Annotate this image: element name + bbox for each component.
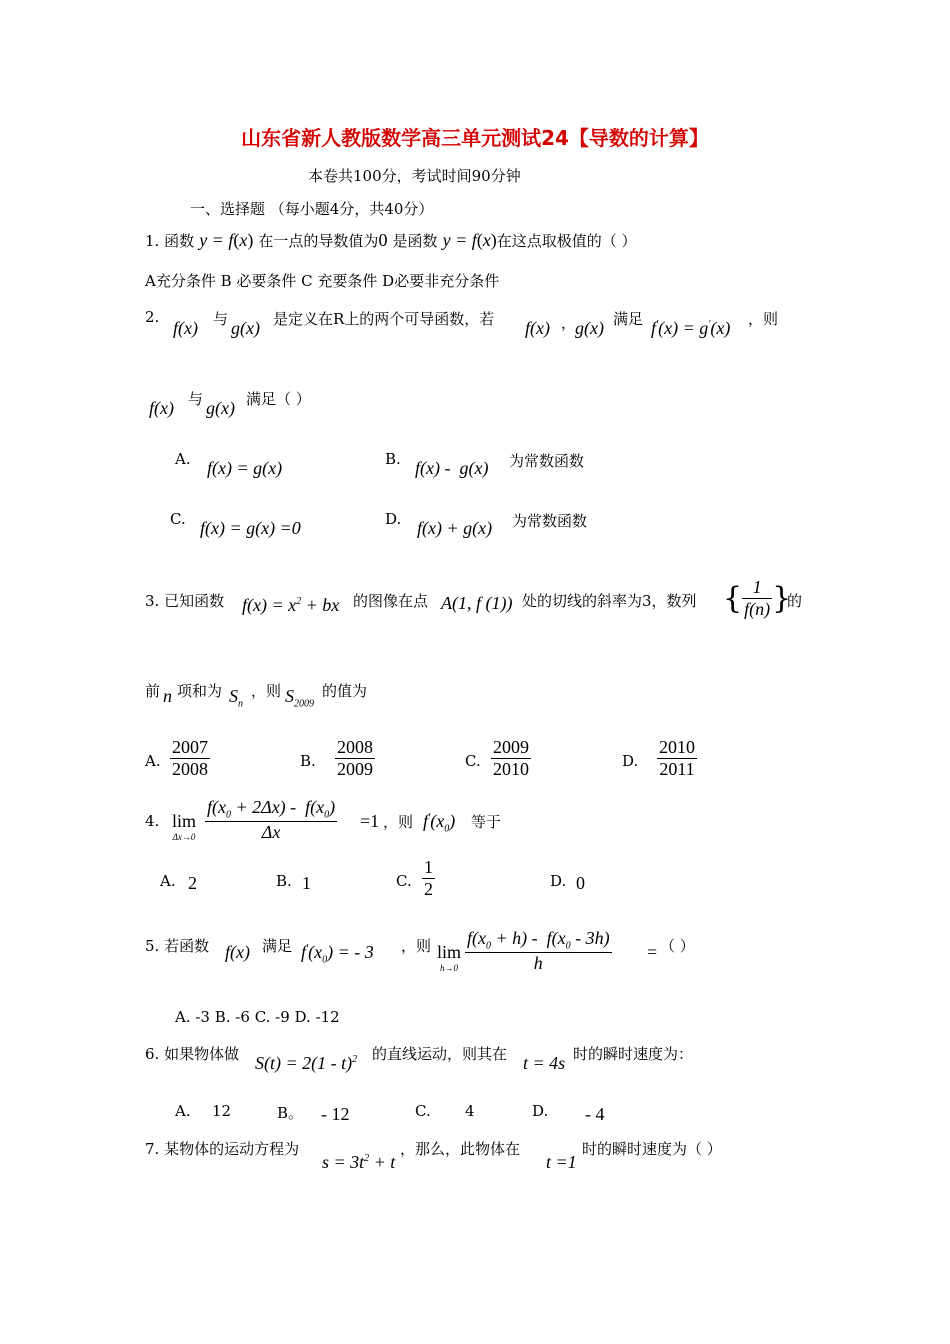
question-5 xyxy=(145,928,905,983)
q3-line2 xyxy=(145,680,545,716)
math-expr: g(x) xyxy=(206,398,235,418)
option-value: 12 xyxy=(212,1102,232,1120)
q2-text: ， xyxy=(561,314,577,332)
option-fraction: $\frac{2008}{2009}$ xyxy=(337,737,373,779)
q3-text: 处的切线的斜率为3，数列 xyxy=(522,592,697,610)
q3-text: 的 xyxy=(787,592,803,610)
option-value: 4 xyxy=(465,1102,475,1120)
math-expr: f(x) = g(x) xyxy=(207,458,283,478)
q2-option-row-1 xyxy=(175,450,675,490)
q5-text: 5. 若函数 xyxy=(145,937,210,955)
q3-options xyxy=(145,737,745,787)
option-label: B。 xyxy=(277,1104,304,1122)
q1-text: 1. 函数 xyxy=(145,232,195,250)
q2-text: 是定义在R上的两个可导函数，若 xyxy=(273,310,495,328)
math-fraction: $\frac{f(x_0 + 2\Delta x) - f(x_0)}{\Delta x}$ xyxy=(207,797,336,842)
option-label: A. xyxy=(160,872,176,890)
q7-text: 时的瞬时速度为（ ） xyxy=(582,1140,722,1158)
option-value: 1 xyxy=(302,873,311,893)
q2-text: 满足 xyxy=(613,310,644,328)
q5-options: A. -3 B. -6 C. -9 D. -12 xyxy=(175,1008,340,1026)
math-sequence: { $\frac{1}{f(n)}$ } xyxy=(723,577,792,619)
q5-text: ，则 xyxy=(401,937,432,955)
q7-text: ，那么，此物体在 xyxy=(400,1140,521,1158)
math-expr: S(t) = 2(1 - t)$^2$ xyxy=(255,1053,358,1073)
math-expr: n xyxy=(163,686,172,706)
q7-text: 7. 某物体的运动方程为 xyxy=(145,1140,300,1158)
option-label: D. xyxy=(385,510,402,528)
q3-text: 的值为 xyxy=(322,682,368,700)
q1-options: A充分条件 B 必要条件 C 充要条件 D必要非充分条件 xyxy=(145,272,500,290)
q4-text: ，则 xyxy=(383,813,414,831)
math-expr: A(1, f (1)) xyxy=(441,593,513,613)
q6-text: 6. 如果物体做 xyxy=(145,1045,240,1063)
q4-number: 4. xyxy=(145,812,160,830)
math-expr: f(x) xyxy=(225,942,250,962)
q4-text: 等于 xyxy=(471,813,502,831)
q5-text: 满足 xyxy=(262,937,293,955)
q1-text: 是函数 xyxy=(392,232,438,250)
q6-options xyxy=(175,1100,675,1130)
math-expr: $S_n$ xyxy=(229,686,243,710)
math-expr: f(x) - g(x) xyxy=(415,458,489,478)
option-label: D. xyxy=(550,872,567,890)
math-expr: $f'(x_0)$ xyxy=(423,811,456,835)
q6-text: 的直线运动，则其在 xyxy=(372,1045,508,1063)
option-fraction: $\frac{2010}{2011}$ xyxy=(659,737,695,779)
option-label: B. xyxy=(300,752,316,770)
math-expr: $f(x) = x^2$ + bx xyxy=(242,595,340,615)
math-expr: g(x) xyxy=(575,318,604,338)
option-value: 2 xyxy=(188,873,197,893)
option-label: C. xyxy=(170,510,186,528)
option-label: B. xyxy=(276,872,292,890)
q2-text: ，则 xyxy=(748,310,779,328)
q2-text: 与 xyxy=(188,390,204,408)
option-label: C. xyxy=(396,872,412,890)
math-expr: f'(x) = g'(x) xyxy=(651,318,731,338)
question-2-line2 xyxy=(145,388,545,428)
option-value: 0 xyxy=(576,873,585,893)
math-expr: f(x) xyxy=(173,318,198,338)
q5-text: （ ） xyxy=(660,937,695,955)
math-expr: $f'(x_0)$ = - 3 xyxy=(301,942,374,966)
math-expr: =1 xyxy=(360,811,380,831)
math-expr: t =1 xyxy=(546,1152,577,1172)
question-4 xyxy=(145,797,745,847)
q1-text: 在一点的导数值为 xyxy=(258,232,379,250)
math-limit: lim Δx→0 xyxy=(172,811,197,842)
document-title: 山东省新人教版数学高三单元测试24【导数的计算】 xyxy=(241,126,709,150)
math-fraction: $\frac{f(x_0 + h) - f(x_0 - 3h)}{h}$ xyxy=(467,928,610,973)
question-7 xyxy=(145,1138,845,1174)
question-2 xyxy=(145,308,945,348)
math-expr: = xyxy=(647,942,658,962)
math-expr: f(x) = g(x) =0 xyxy=(200,518,301,538)
q6-text: 时的瞬时速度为： xyxy=(573,1045,694,1063)
option-label: A. xyxy=(175,1102,191,1120)
q2-text: 为常数函数 xyxy=(509,452,585,470)
math-expr: f(x) xyxy=(149,398,174,418)
math-expr: f(x) + g(x) xyxy=(417,518,493,538)
option-label: B. xyxy=(385,450,401,468)
question-3 xyxy=(145,575,945,635)
option-fraction: $\frac{2009}{2010}$ xyxy=(493,737,529,779)
math-expr: y = f xyxy=(199,230,234,250)
q4-options xyxy=(160,857,660,907)
math-expr: f(x) xyxy=(525,318,550,338)
q2-text: 为常数函数 xyxy=(512,512,588,530)
q3-text: 前 xyxy=(145,682,161,700)
option-fraction: $\frac{2007}{2008}$ xyxy=(172,737,208,779)
option-label: C. xyxy=(465,752,481,770)
q2-text: 满足（ ） xyxy=(246,390,311,408)
option-value: - 12 xyxy=(321,1104,350,1124)
math-zero: 0 xyxy=(378,230,388,250)
section-heading: 一、选择题 （每小题4分，共40分） xyxy=(190,200,434,218)
math-expr: $s = 3t^2 + t$ xyxy=(322,1152,396,1172)
q2-option-row-2 xyxy=(170,510,670,550)
exam-info: 本卷共100分，考试时间90分钟 xyxy=(308,167,521,185)
q3-text: ，则 xyxy=(251,682,282,700)
option-value: - 4 xyxy=(585,1104,605,1124)
option-fraction: $\frac{1}{2}$ xyxy=(424,857,433,899)
q1-text: 在这点取极值的（ ） xyxy=(496,232,637,250)
option-label: C. xyxy=(415,1102,431,1120)
math-expr: t = 4s xyxy=(523,1053,566,1073)
q3-text: 3. 已知函数 xyxy=(145,592,225,610)
option-label: D. xyxy=(622,752,639,770)
math-limit: lim h→0 xyxy=(437,942,462,973)
q3-text: 的图像在点 xyxy=(353,592,429,610)
math-expr: g(x) xyxy=(231,318,260,338)
option-label: A. xyxy=(175,450,191,468)
q2-number: 2. xyxy=(145,308,160,326)
question-6 xyxy=(145,1043,845,1079)
q2-text: 与 xyxy=(213,310,229,328)
option-label: D. xyxy=(532,1102,549,1120)
option-label: A. xyxy=(145,752,161,770)
q3-text: 项和为 xyxy=(177,682,223,700)
math-expr: $S_{2009}$ xyxy=(285,686,314,710)
question-1: 1. 函数 y = f(x) 在一点的导数值为0 是函数 y = f(x)在这点取极值的（ ） xyxy=(145,230,637,250)
